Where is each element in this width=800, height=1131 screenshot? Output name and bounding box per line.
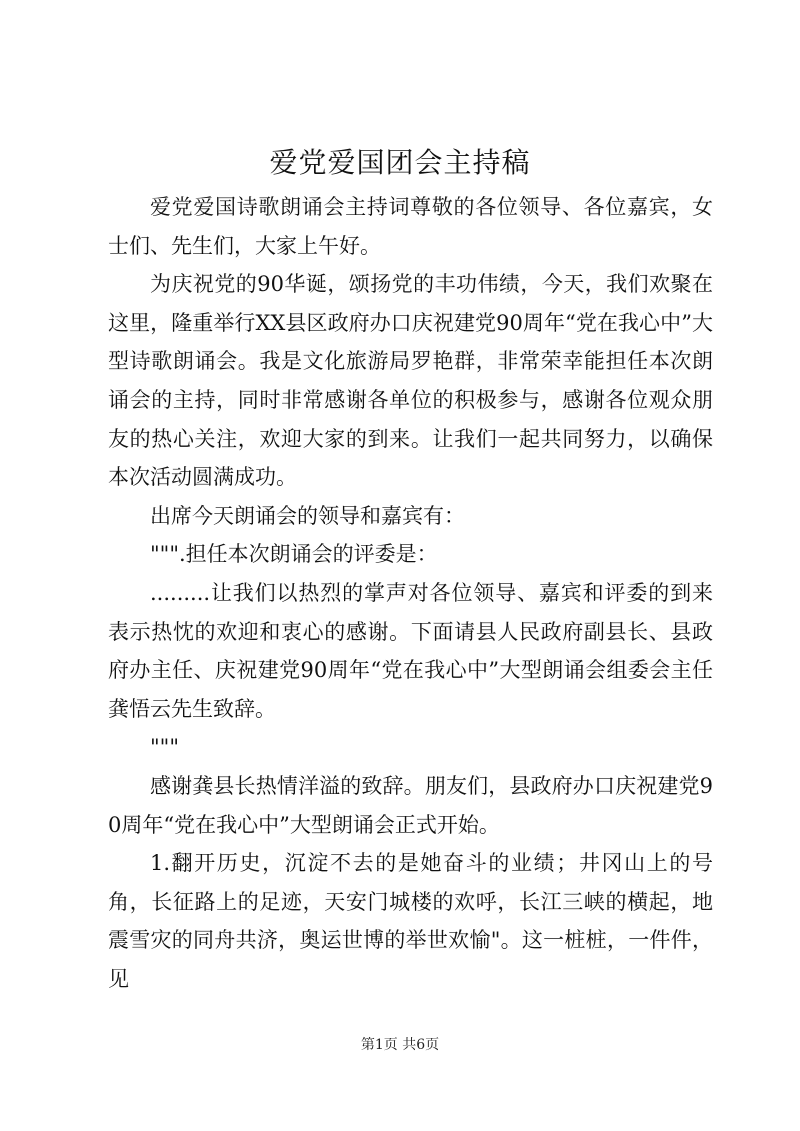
paragraph-introduction: 为庆祝党的90华诞，颂扬党的丰功伟绩，今天，我们欢聚在这里，隆重举行XX县区政府办口庆祝建党90周年“党在我心中”大型诗歌朗诵会。我是文化旅游局罗艳群，非常荣幸能担任本次朗诵会的主持，同时非常感谢各单位的积极参与，感谢各位观众朋友的热心关注，欢迎大家的到来。让我们一起共同努力，以确保本次活动圆满成功。	[108, 272, 713, 490]
paragraph-guests: 出席今天朗诵会的领导和嘉宾有：	[150, 503, 465, 528]
paragraph-greeting: 爱党爱国诗歌朗诵会主持词尊敬的各位领导、各位嘉宾，女士们、先生们，大家上午好。	[108, 195, 713, 258]
paragraph-quotes: """	[150, 735, 179, 760]
paragraph-thanks: 感谢龚县长热情洋溢的致辞。朋友们，县政府办口庆祝建党90周年“党在我心中”大型朗诵会正式开始。	[108, 773, 713, 837]
paragraph-history: 1.翻开历史，沉淀不去的是她奋斗的业绩；井冈山上的号角，长征路上的足迹，天安门城楼的欢呼，长江三峡的横起，地震雪灾的同舟共济，奥运世博的举世欢愉"。这一桩桩，一件件，见	[108, 851, 713, 991]
page-number-footer: 第1页 共6页	[360, 1037, 440, 1053]
document-body	[108, 188, 713, 998]
paragraph-welcome: .........让我们以热烈的掌声对各位领导、嘉宾和评委的到来表示热忱的欢迎和衷心的感谢。下面请县人民政府副县长、县政府办主任、庆祝建党90周年“党在我心中”大型朗诵会组委会主任龚悟云先生致辞。	[108, 580, 713, 721]
document-title: 爱党爱国团会主持稿	[269, 146, 531, 179]
paragraph-judges: """.担任本次朗诵会的评委是：	[150, 542, 438, 567]
